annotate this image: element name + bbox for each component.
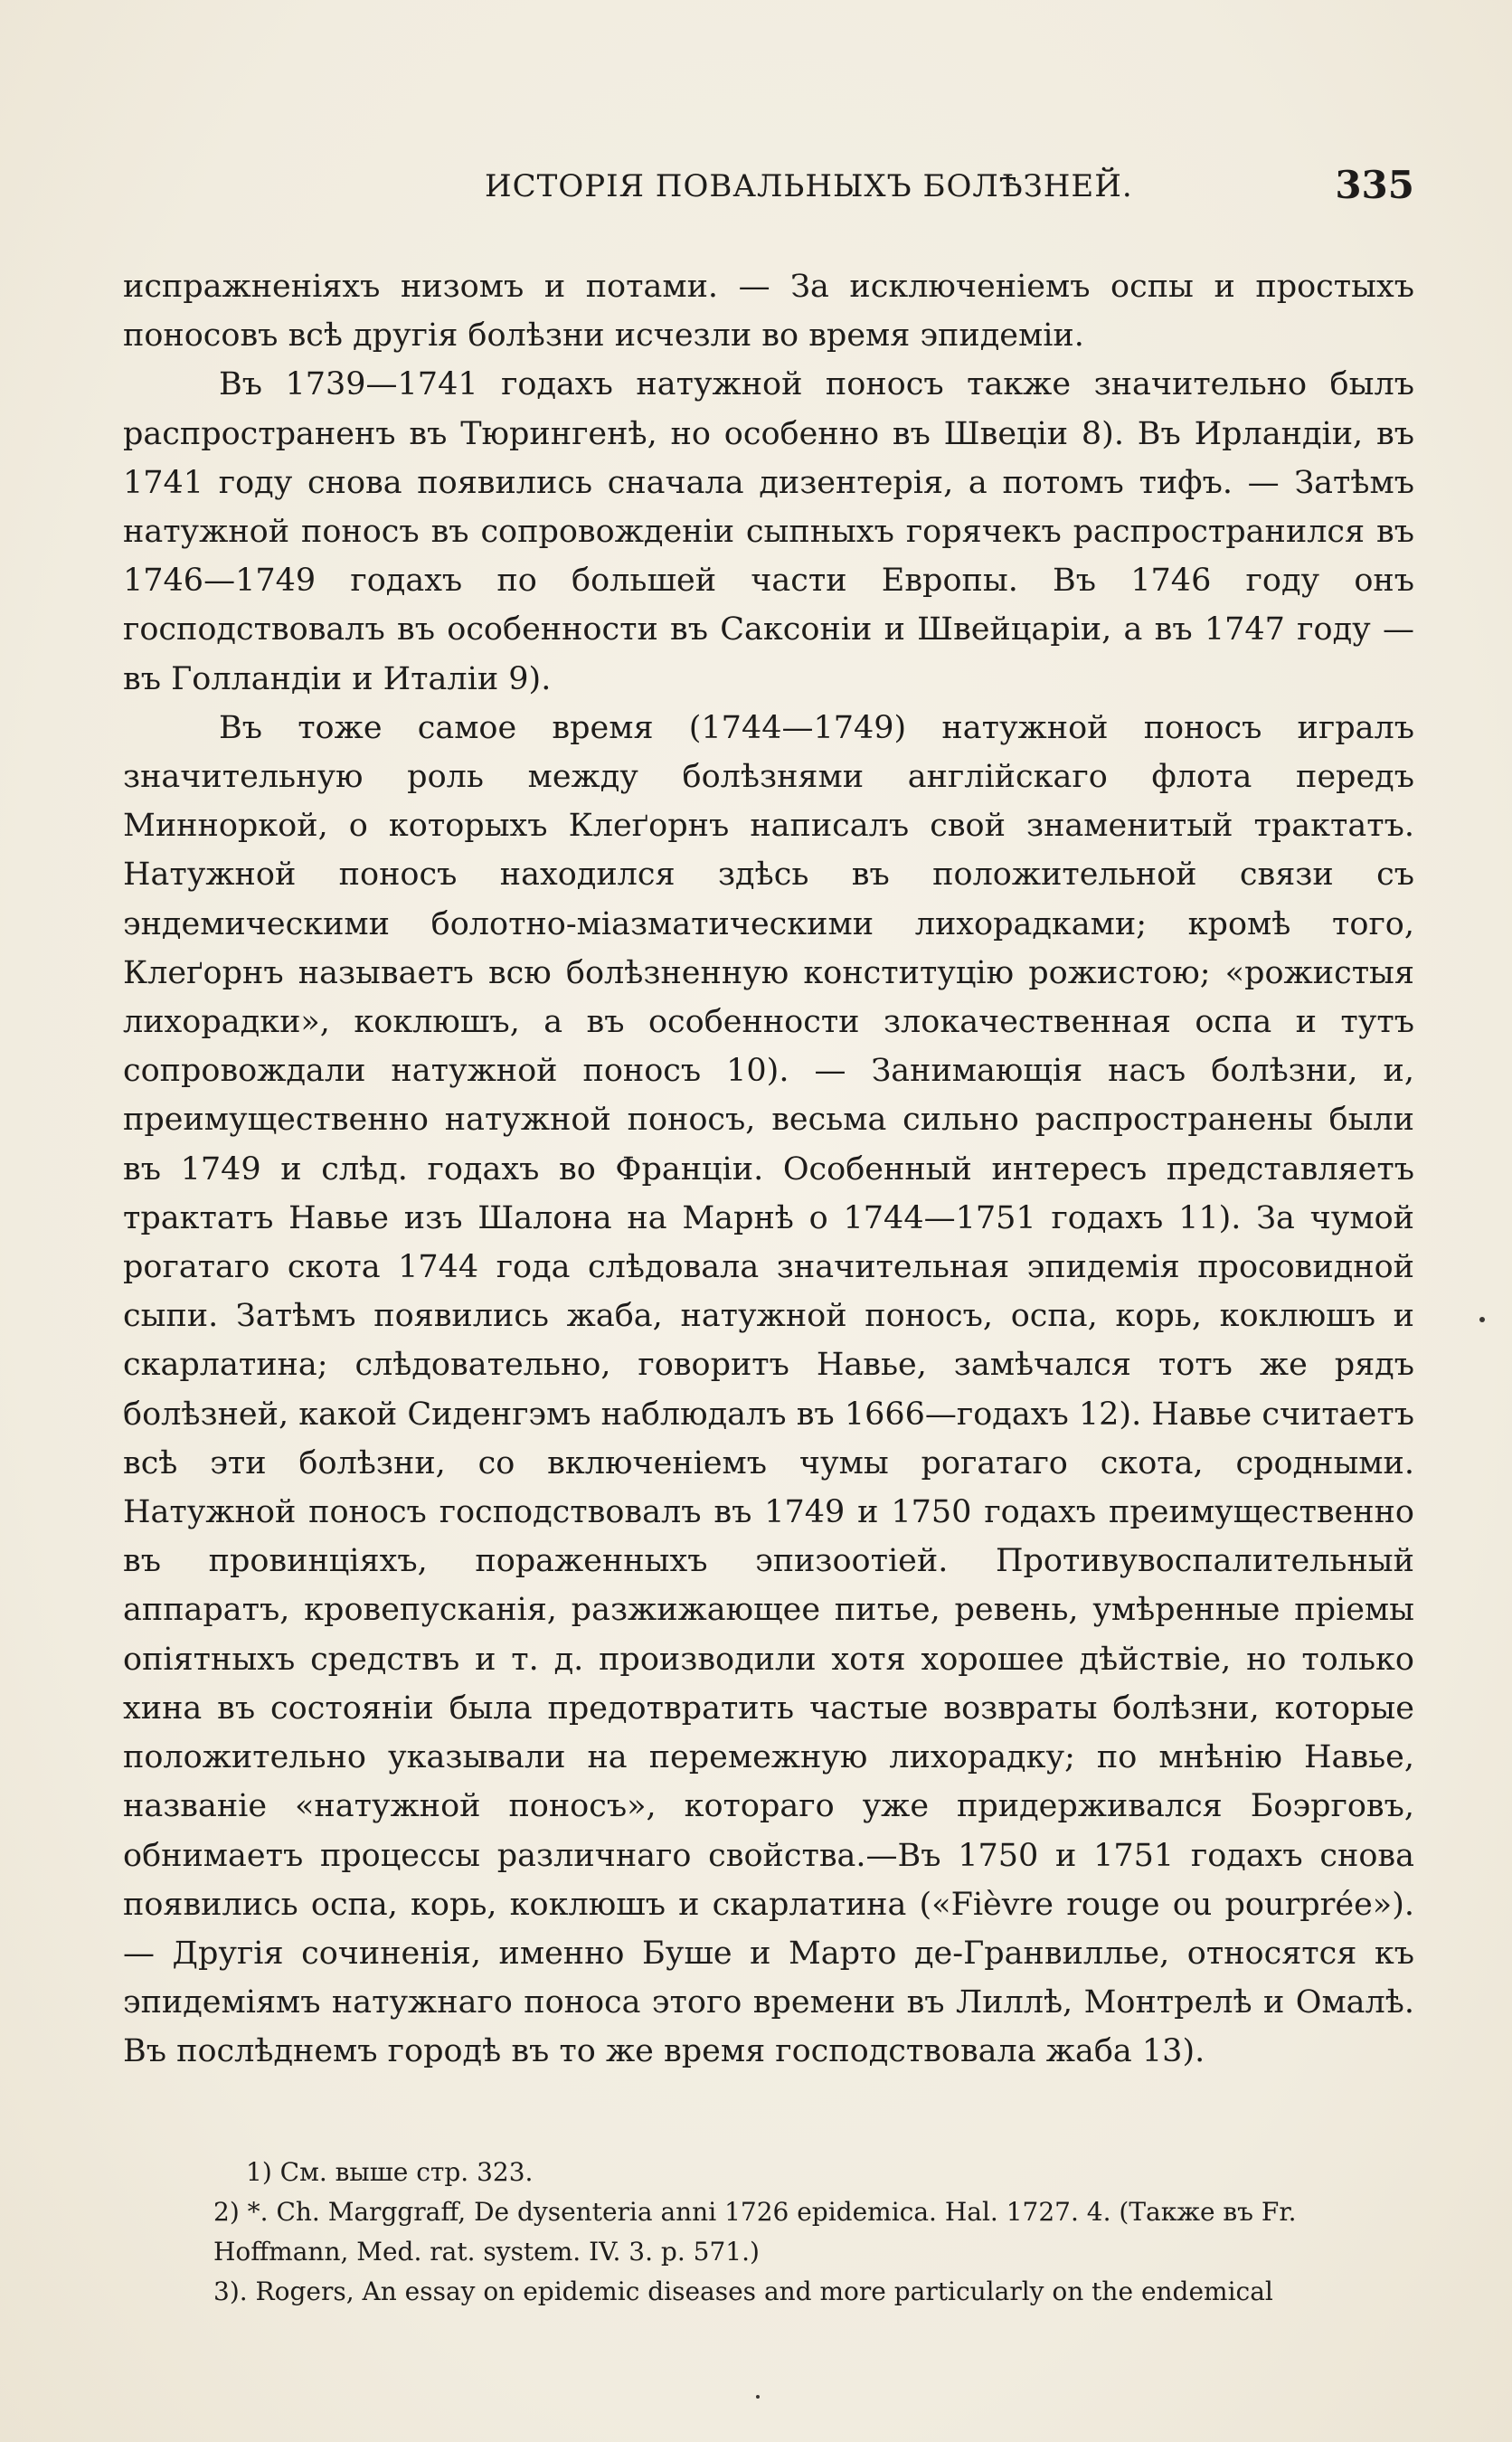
page-header (123, 163, 1414, 222)
footnote: 3). Rogers, An essay on epidemic diseases and more particularly on the endemical (213, 2276, 1273, 2306)
main-text (123, 262, 1414, 2077)
paragraph: испражненіяхъ низомъ и потами. — За исключеніемъ оспы и простыхъ поносовъ всѣ другія болѣзни исчезли во время эпидеміи. (123, 269, 1414, 355)
ink-speck (1479, 1317, 1485, 1322)
paragraph: Въ 1739—1741 годахъ натужной поносъ также значительно былъ распространенъ въ Тюрингенѣ, но особенно въ Швеціи 8). Въ Ирландіи, въ 1741 году снова появились сначала дизентерія, а потомъ тифъ. — Затѣмъ натужной поносъ въ сопровожденіи сыпныхъ горячекъ распространился въ 1746—1749 годахъ по большей части Европы. Въ 1746 году онъ господствовалъ въ особенности въ Саксоніи и Швейцаріи, а въ 1747 году — въ Голландіи и Италіи 9). (123, 366, 1414, 697)
footnote: 1) См. выше стр. 323. (246, 2157, 534, 2187)
page-number: 335 (1335, 163, 1414, 207)
footnote: 2) *. Ch. Marggraff, De dysenteria anni 1726 epidemica. Hal. 1727. 4. (Также въ Fr. Hoffmann, Med. rat. system. IV. 3. p. 571.) (213, 2197, 1297, 2267)
ink-speck (756, 2395, 760, 2399)
footnotes (123, 2153, 1414, 2312)
running-title: ИСТОРІЯ ПОВАЛЬНЫХЪ БОЛѢЗНЕЙ. (485, 168, 1133, 204)
paragraph: Въ тоже самое время (1744—1749) натужной поносъ игралъ значительную роль между болѣзнями англійскаго флота передъ Минноркой, о которыхъ Клеґорнъ написалъ свой знаменитый трактатъ. Натужной поносъ находился здѣсь въ положительной связи съ эндемическими болотно-міазматическими лихорадками; кромѣ того, Клеґорнъ называетъ всю болѣзненную конституцію рожистою; «рожистыя лихорадки», коклюшъ, а въ особенности злокачественная оспа и тутъ сопровождали натужной поносъ 10). — Занимающія насъ болѣзни, и, преимущественно натужной поносъ, весьма сильно распространены были въ 1749 и слѣд. годахъ во Франціи. Особенный интересъ представляетъ трактатъ Навье изъ Шалона на Марнѣ о 1744—1751 годахъ 11). За чумой рогатаго скота 1744 года слѣдовала значительная эпидемія просовидной сыпи. Затѣмъ появились жаба, натужной поносъ, оспа, корь, коклюшъ и скарлатина; слѣдовательно, говоритъ Навье, замѣчался тотъ же рядъ болѣзней, какой Сиденгэмъ наблюдалъ въ 1666—годахъ 12). Навье считаетъ всѣ эти болѣзни, со включеніемъ чумы рогатаго скота, сродными. Натужной поносъ господствовалъ въ 1749 и 1750 годахъ преимущественно въ провинціяхъ, пораженныхъ эпизоотіей. Противувоспалительный аппаратъ, кровепусканія, разжижающее питье, ревень, умѣренные пріемы опіятныхъ средствъ и т. д. производили хотя хорошее дѣйствіе, но только хина въ состояніи была предотвратить частые возвраты болѣзни, которые положительно указывали на перемежную лихорадку; по мнѣнію Навье, названіе «натужной поносъ», котораго уже придерживался Боэрговъ, обнимаетъ процессы различнаго свойства.—Въ 1750 и 1751 годахъ снова появились оспа, корь, коклюшъ и скарлатина («Fièvre rouge ou pourprée»). — Другія сочиненія, именно Буше и Марто де-Гранвиллье, относятся къ эпидеміямъ натужнаго поноса этого времени въ Лиллѣ, Монтрелѣ и Омалѣ. Въ послѣднемъ городѣ въ то же время господствовала жаба 13). (123, 709, 1414, 2070)
